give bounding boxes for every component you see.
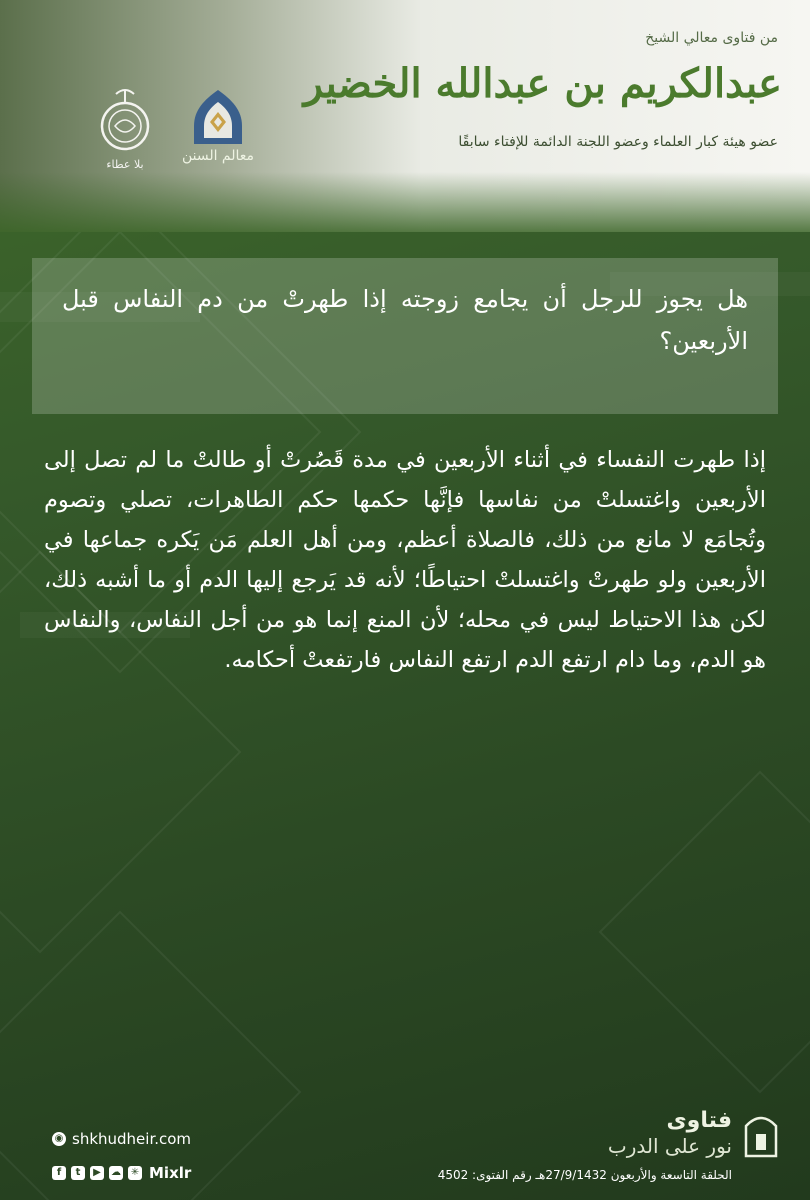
soundcloud-icon[interactable]: ☁	[111, 1167, 121, 1178]
program-info	[420, 1108, 780, 1188]
episode-info: الحلقة التاسعة والأربعون 27/9/1432هـ رقم الفتوى: 4502	[437, 1168, 732, 1182]
answer-text: إذا طهرت النفساء في أثناء الأربعين في مدة قَصُرتْ أو طالتْ ما لم تصل إلى الأربعين واغتسلتْ من نفاسها فإنَّها حكمها حكم الطاهرات، تصلي وتصوم وتُجامَع لا مانع من ذلك، فالصلاة أعظم، ومن أهل العلم مَن يَكره جماعها في الأربعين ولو طهرتْ واغتسلتْ احتياطًا؛ لأنه قد يَرجع إليها الدم أو ما أشبه ذلك، لكن هذا الاحتياط ليس في محله؛ لأن المنع إنما هو من أجل النفاس، والنفاس هو الدم، وما دام ارتفع الدم ارتفع النفاس فارتفعتْ أحكامه.	[44, 447, 766, 673]
dome-icon	[190, 88, 246, 146]
website-link[interactable]: shkhudheir.com	[72, 1130, 192, 1148]
globe-icon: ◉	[52, 1132, 66, 1146]
program-subtitle: نور على الدرب	[607, 1134, 732, 1158]
header-subtitle: عضو هيئة كبار العلماء وعضو اللجنة الدائمة للإفتاء سابقًا	[458, 134, 778, 150]
facebook-icon[interactable]: f	[52, 1166, 66, 1180]
mixlr-label[interactable]: Mixlr	[149, 1164, 192, 1182]
footer-contact	[52, 1130, 191, 1182]
header-pre-title: من فتاوى معالي الشيخ	[645, 30, 778, 46]
sheikh-name-calligraphy: عبدالكريم بن عبدالله الخضير	[303, 60, 782, 107]
question-text: هل يجوز للرجل أن يجامع زوجته إذا طهرتْ من دم النفاس قبل الأربعين؟	[62, 285, 748, 355]
social-links	[52, 1164, 191, 1182]
program-logo-icon	[742, 1110, 780, 1158]
ma-alim-al-sunan-label: معالم السنن	[181, 148, 255, 164]
calligraphy-seal-logo	[92, 88, 158, 180]
ma-alim-al-sunan-logo	[178, 88, 258, 178]
youtube-icon[interactable]: ▶	[90, 1166, 104, 1180]
seal-label: بلا عطاء	[106, 158, 144, 171]
seal-icon	[98, 88, 152, 152]
twitter-icon[interactable]: t	[71, 1166, 85, 1180]
mixlr-icon[interactable]: ✳	[128, 1166, 142, 1180]
website-row[interactable]	[52, 1130, 191, 1148]
program-title: فتاوى	[666, 1108, 732, 1133]
header-band	[0, 0, 810, 232]
question-box	[32, 258, 778, 414]
